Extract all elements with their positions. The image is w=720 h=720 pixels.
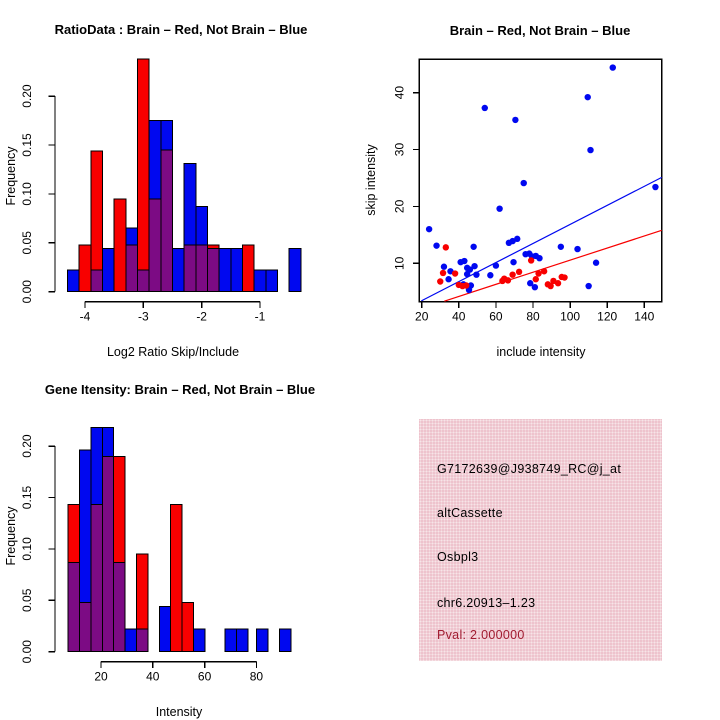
hist-bar-blue: [68, 270, 80, 292]
x-tick-label: -2: [196, 309, 207, 324]
chart-title: Gene Itensity: Brain – Red, Not Brain – Blue: [44, 382, 316, 397]
hist-bar-blue: [256, 629, 267, 652]
gene_hist-chart: [4, 382, 315, 719]
hist-bar-blue: [193, 629, 204, 652]
hist-bar-blue: [102, 249, 114, 292]
hist-bar-overlap: [207, 249, 219, 292]
not-brain-points: [426, 64, 659, 293]
x-tick-label: 40: [146, 669, 160, 684]
ratio-histogram-panel: [0, 0, 360, 360]
ratio_hist-chart: [4, 22, 307, 359]
hist-bar-red: [182, 602, 193, 651]
x-axis-label: Log2 Ratio Skip/Include: [106, 345, 240, 359]
y-axis-label: skip intensity: [364, 144, 378, 216]
y-tick-label: 40: [392, 85, 407, 100]
x-axis-label: Intensity: [155, 705, 203, 719]
hist-bar-blue: [266, 270, 278, 292]
intensity-scatter-panel: [360, 0, 720, 360]
hist-bar-overlap: [102, 456, 113, 651]
hist-bar-blue: [219, 249, 231, 292]
hist-bar-blue: [254, 270, 266, 292]
hist-bar-red: [79, 245, 91, 292]
y-tick-label: 0.05: [20, 231, 34, 255]
hist-bar-blue: [172, 249, 184, 292]
info-panel: [419, 419, 662, 661]
ratio_hist-bars: [68, 59, 301, 292]
y-tick-label: 0.15: [20, 485, 34, 510]
x-tick-label: 120: [597, 309, 618, 324]
hist-bar-overlap: [126, 245, 138, 292]
y-tick-label: 30: [392, 142, 407, 157]
x-tick-label: -4: [79, 309, 91, 324]
x-tick-label: 20: [415, 309, 429, 324]
hist-bar-overlap: [114, 562, 125, 651]
hist-bar-blue: [159, 606, 170, 651]
probe-id-text: G7172639@J938749_RC@j_at: [437, 462, 622, 476]
x-tick-label: 60: [197, 669, 212, 684]
x-tick-label: 140: [634, 309, 655, 324]
gene_hist-bars: [68, 428, 291, 652]
hist-bar-overlap: [80, 602, 91, 651]
hist-bar-red: [114, 199, 126, 292]
chart-title: RatioData : Brain – Red, Not Brain – Blue: [54, 22, 308, 37]
hist-bar-blue: [231, 249, 243, 292]
hist-bar-overlap: [68, 562, 79, 651]
hist-bar-blue: [279, 629, 290, 652]
hist-bar-red: [137, 59, 149, 292]
x-tick-label: 100: [560, 309, 581, 324]
y-tick-label: 0.20: [20, 434, 34, 458]
y-tick-label: 0.10: [20, 537, 34, 561]
gene-name-text: Osbpl3: [437, 550, 479, 564]
x-tick-label: -3: [137, 309, 149, 324]
hist-bar-overlap: [91, 505, 102, 652]
hist-bar-overlap: [91, 270, 103, 292]
x-tick-label: 40: [452, 309, 466, 324]
y-tick-label: 0.00: [20, 640, 34, 664]
y-tick-label: 0.05: [20, 588, 34, 612]
plot-box: [419, 59, 661, 301]
pval-text: Pval: 2.000000: [437, 628, 525, 642]
hist-bar-red: [171, 505, 182, 652]
y-tick-label: 0.00: [20, 280, 34, 304]
y-tick-label: 0.20: [20, 84, 34, 108]
y-tick-label: 0.15: [20, 133, 34, 157]
gene-intensity-histogram-panel: [0, 360, 360, 720]
x-tick-label: 60: [489, 309, 503, 324]
x-tick-label: -1: [254, 309, 266, 324]
y-tick-label: 20: [392, 199, 407, 214]
x-axis-label: include intensity: [496, 345, 586, 359]
y-axis-label: Frequency: [4, 146, 18, 206]
hist-bar-overlap: [137, 270, 149, 292]
y-tick-label: 0.10: [20, 182, 34, 206]
hist-bar-blue: [125, 629, 136, 652]
hist-bar-overlap: [161, 150, 173, 292]
x-tick-label: 20: [94, 669, 108, 684]
x-tick-label: 80: [249, 669, 264, 684]
hist-bar-overlap: [196, 245, 208, 292]
y-axis-label: Frequency: [4, 506, 18, 566]
splice-type-text: altCassette: [437, 506, 503, 520]
x-tick-label: 80: [526, 309, 540, 324]
hist-bar-overlap: [184, 245, 196, 292]
hist-bar-blue: [225, 629, 236, 652]
chart-title: Brain – Red, Not Brain – Blue: [449, 23, 631, 38]
hist-bar-blue: [289, 249, 301, 292]
location-text: chr6.20913–1.23: [437, 596, 536, 610]
hist-bar-red: [242, 245, 254, 292]
hist-bar-overlap: [149, 199, 161, 292]
scatter-chart: [364, 23, 662, 359]
hist-bar-blue: [236, 629, 247, 652]
y-tick-label: 10: [392, 256, 407, 270]
hist-bar-overlap: [136, 629, 147, 652]
